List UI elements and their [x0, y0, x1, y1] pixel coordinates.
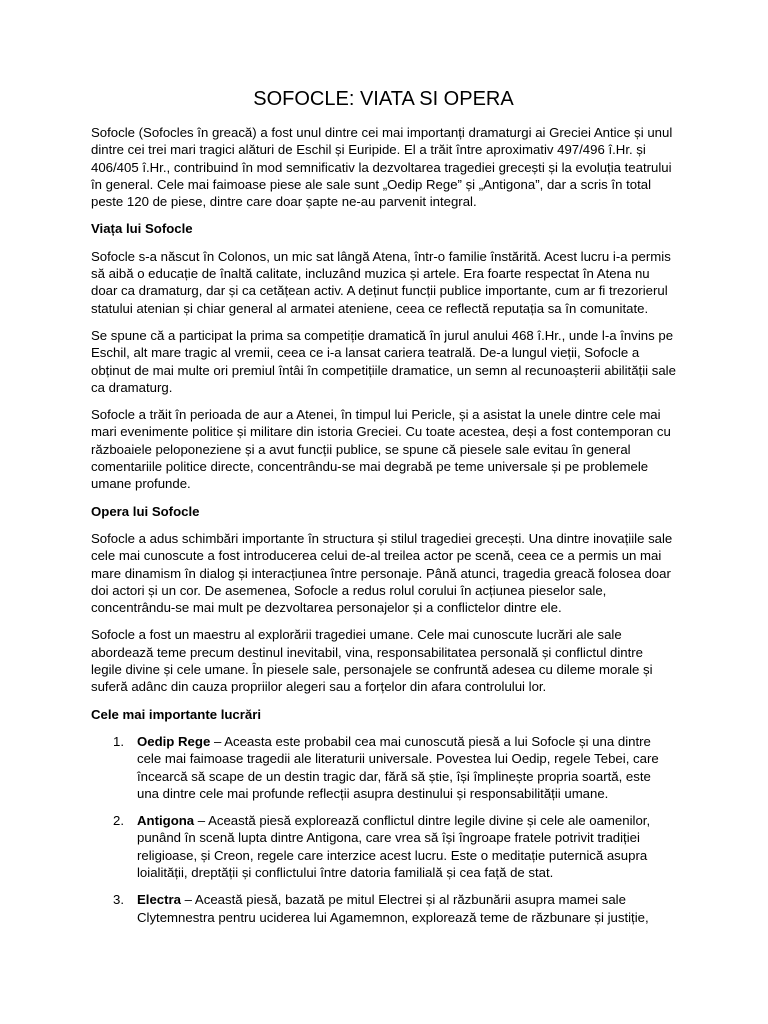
opera-paragraph: Sofocle a adus schimbări importante în structura și stilul tragediei grecești. Una dintre inovațiile sale cele mai cunoscute a fost introducerea celui de-al treilea actor pe scenă, ceea ce a permis un mai mare dinamism în dialog și interacțiunea între personaje. Până atunci, tragedia greacă folosea doar doi actori și un cor. De asemenea, Sofocle a redus rolul corului în acțiunea pieselor sale, concentrându-se mai mult pe dezvoltarea personajelor și a conflictelor dintre ele. — [91, 530, 673, 616]
section-heading-viata: Viața lui Sofocle — [91, 221, 193, 237]
document-title: SOFOCLE: VIATA SI OPERA — [253, 88, 514, 110]
list-item-number: 1. — [113, 733, 124, 749]
list-item-number: 2. — [113, 813, 124, 829]
list-item — [91, 891, 676, 926]
list-item-term: Antigona — [137, 813, 195, 829]
works-list — [91, 733, 676, 926]
list-item-text: – Această piesă, bazată pe mitul Electrei și al răzbunării asupra mamei sale Clytemnestra pentru uciderea lui Agamemnon, explorează teme de răzbunare și justiție, — [137, 892, 649, 925]
intro-paragraph: Sofocle (Sofocles în greacă) a fost unul dintre cei mai importanți dramaturgi ai Greciei Antice și unul dintre cei trei mari tragici alături de Eschil și Euripide. El a trăit între aproximativ 497/496 î.Hr. și 406/405 î.Hr., contribuind în mod semnificativ la dezvoltarea tragediei grecești și la evoluția teatrului în general. Cele mai faimoase piese ale sale sunt „Oedip Rege” și „Antigona”, dar a scris în total peste 120 de piese, dintre care doar șapte ne-au parvenit integral. — [91, 125, 673, 210]
list-item-text: – Aceasta este probabil cea mai cunoscută piesă a lui Sofocle și una dintre cele mai faimoase tragedii ale literaturii universale. Povestea lui Oedip, regele Tebei, care încearcă să scape de un destin tragic dar, fără să știe, își împlinește propria soartă, este una dintre cele mai profunde reflecții asupra destinului și responsabilității umane. — [137, 733, 659, 801]
list-item-number: 3. — [113, 892, 124, 908]
viata-paragraph: Se spune că a participat la prima sa competiție dramatică în jurul anului 468 î.Hr., unde l-a învins pe Eschil, alt mare tragic al vremii, ceea ce i-a lansat cariera teatrală. De-a lungul vieții, Sofocle a obținut de mai multe ori premiul întâi în competițiile dramatice, un semn al recunoașterii abilității sale ca dramaturg. — [91, 327, 676, 395]
opera-paragraph: Sofocle a fost un maestru al explorării tragediei umane. Cele mai cunoscute lucrări ale sale abordează teme precum destinul inevitabil, vina, responsabilitatea personală și conflictul dintre legile divine și cele umane. În piesele sale, personajele se confruntă adesea cu dileme morale și suferă adânc din cauza propriilor alegeri sau a forțelor din afara controlului lor. — [91, 627, 653, 695]
section-heading-lucrari: Cele mai importante lucrări — [91, 706, 262, 722]
list-item — [91, 812, 676, 881]
viata-paragraph: Sofocle a trăit în perioada de aur a Atenei, în timpul lui Pericle, și a asistat la unele dintre cele mai mari evenimente politice și militare din istoria Greciei. Cu toate acestea, deși a fost contemporan cu războaiele peloponeziene și a avut funcții publice, se spune că piesele sale evitau în general comentariile politice directe, concentrându-se mai degrabă pe teme universale și pe problemele umane profunde. — [91, 407, 671, 492]
list-item-term: Electra — [137, 892, 181, 908]
list-item — [91, 733, 676, 802]
list-item-term: Oedip Rege — [137, 733, 211, 749]
viata-paragraph: Sofocle s-a născut în Colonos, un mic sat lângă Atena, într-o familie înstărită. Acest lucru i-a permis să aibă o educație de înaltă calitate, incluzând muzica și artele. Era foarte respectat în Atena nu doar ca dramaturg, dar și ca cetățean activ. A deținut funcții publice importante, cum ar fi trezorierul statului atenian și chiar general al armatei ateniene, ceea ce reflectă reputația sa în comunitate. — [91, 248, 671, 316]
list-item-text: – Această piesă explorează conflictul dintre legile divine și cele ale oamenilor, punând în scenă lupta dintre Antigona, care vrea să își îngroape fratele potrivit tradiției religioase, și Creon, regele care interzice acest lucru. Este o meditație puternică asupra loialității, dreptății și conflictului între datoria familială și cea față de stat. — [137, 813, 651, 880]
section-heading-opera: Opera lui Sofocle — [91, 503, 200, 519]
